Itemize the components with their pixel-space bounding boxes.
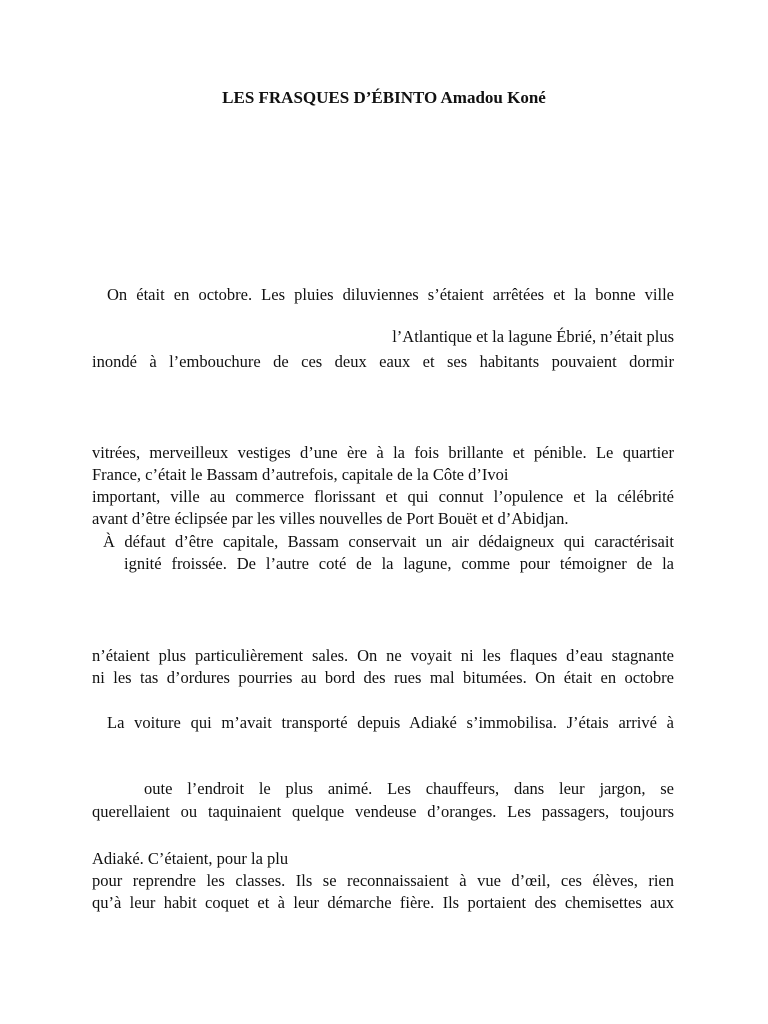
text-line: Adiaké. C’étaient, pour la plu xyxy=(92,849,289,868)
document-title: LES FRASQUES D’ÉBINTO Amadou Koné xyxy=(222,88,546,107)
text-line: important, ville au commerce florissant et qui connut l’opulence et la célébrité xyxy=(92,487,674,506)
text-line: À défaut d’être capitale, Bassam conservait un air dédaigneux qui caractérisait xyxy=(103,532,674,551)
text-line: n’étaient plus particulièrement sales. On ne voyait ni les flaques d’eau stagnante xyxy=(92,646,674,665)
text-line: qu’à leur habit coquet et à leur démarche fière. Ils portaient des chemisettes aux xyxy=(92,893,674,912)
text-line: ni les tas d’ordures pourries au bord des rues mal bitumées. On était en octobre xyxy=(92,668,674,687)
text-line: avant d’être éclipsée par les villes nouvelles de Port Bouët et d’Abidjan. xyxy=(92,509,569,528)
text-line: pour reprendre les classes. Ils se reconnaissaient à vue d’œil, ces élèves, rien xyxy=(92,871,674,890)
text-line: l’Atlantique et la lagune Ébrié, n’était plus xyxy=(392,327,674,346)
text-line: ignité froissée. De l’autre coté de la lagune, comme pour témoigner de la xyxy=(124,554,674,573)
text-line: inondé à l’embouchure de ces deux eaux et ses habitants pouvaient dormir xyxy=(92,352,674,371)
text-line: querellaient ou taquinaient quelque vendeuse d’oranges. Les passagers, toujours xyxy=(92,802,674,821)
text-line: La voiture qui m’avait transporté depuis Adiaké s’immobilisa. J’étais arrivé à xyxy=(107,713,674,732)
text-line: oute l’endroit le plus animé. Les chauffeurs, dans leur jargon, se xyxy=(144,779,674,798)
text-line: France, c’était le Bassam d’autrefois, capitale de la Côte d’Ivoi xyxy=(92,465,509,484)
text-line: On était en octobre. Les pluies diluviennes s’étaient arrêtées et la bonne ville xyxy=(107,285,674,304)
text-line: vitrées, merveilleux vestiges d’une ère à la fois brillante et pénible. Le quartier xyxy=(92,443,674,462)
